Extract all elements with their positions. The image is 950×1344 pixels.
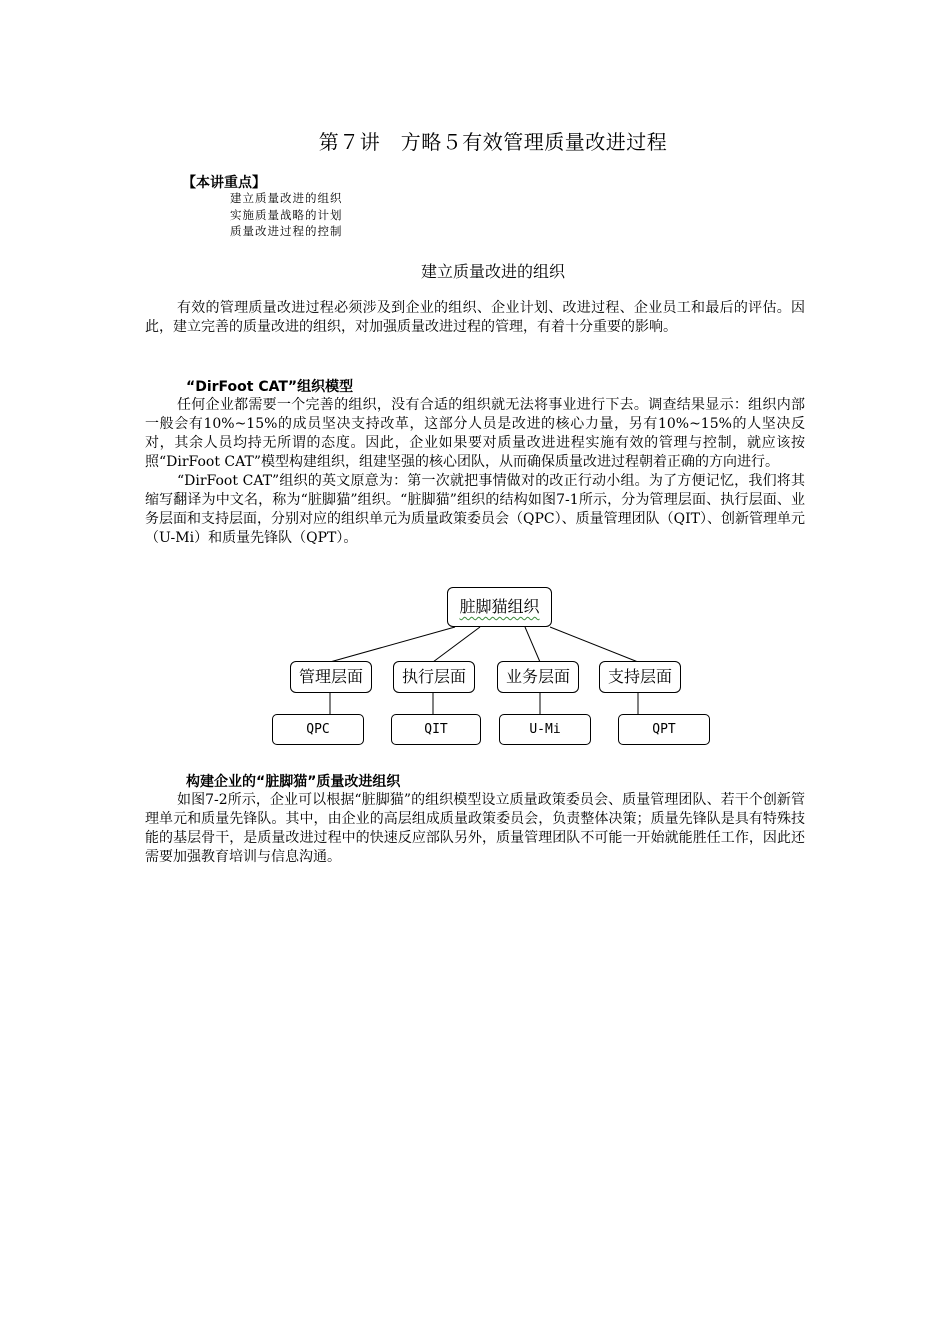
- model-paragraph-2: “DirFoot CAT”组织的英文原意为：第一次就把事情做对的改正行动小组。为了方便记忆，我们将其缩写翻译为中文名，称为“脏脚猫”组织。“脏脚猫”组织的结构如图7-1所示，分为管理层面、执行层面、业务层面和支持层面，分别对应的组织单元为质量政策委员会（QPC）、质量管理团队（QIT）、创新管理单元（U-Mi）和质量先锋队（QPT）。: [145, 473, 805, 546]
- unit-box-qpt: QPT: [618, 714, 710, 745]
- page-title: 第７讲 方略５有效管理质量改进过程: [318, 130, 668, 154]
- model-paragraph-1: 任何企业都需要一个完善的组织，没有合适的组织就无法将事业进行下去。调查结果显示：组织内部一般会有10%~15%的成员坚决支持改革，这部分人员是改进的核心力量，另有10%~15%的人坚决反对，其余人员均持无所谓的态度。因此，企业如果要对质量改进进程实施有效的管理与控制，就应该按照“DirFoot CAT”模型构建组织，组建坚强的核心团队，从而确保质量改进过程朝着正确的方向进行。: [145, 397, 805, 470]
- unit-box-qit: QIT: [391, 714, 481, 745]
- key-point-item: 实施质量战略的计划: [230, 208, 343, 222]
- layer-box-execution: 执行层面: [393, 661, 475, 693]
- section-title: 建立质量改进的组织: [420, 262, 565, 281]
- build-text: 如图7-2所示，企业可以根据“脏脚猫”的组织模型设立质量政策委员会、质量管理团队、若干个创新管理单元和质量先锋队。其中，由企业的高层组成质量政策委员会，负责整体决策；质量先锋队是具有特殊技能的基层骨干，是质量改进过程中的快速反应部队另外，质量管理团队不可能一开始就能胜任工作，因此还需要加强教育培训与信息沟通。: [145, 792, 805, 865]
- build-paragraph: [145, 791, 805, 867]
- layer-box-management: 管理层面: [290, 661, 372, 693]
- key-points-heading: 【本讲重点】: [182, 175, 266, 191]
- intro-text: 有效的管理质量改进过程必须涉及到企业的组织、企业计划、改进过程、企业员工和最后的评估。因此，建立完善的质量改进的组织，对加强质量改进过程的管理，有着十分重要的影响。: [145, 300, 805, 335]
- model-heading: “DirFoot CAT”组织模型: [186, 379, 354, 395]
- unit-box-umi: U-Mi: [499, 714, 591, 745]
- key-point-item: 建立质量改进的组织: [230, 191, 343, 205]
- build-heading: 构建企业的“脏脚猫”质量改进组织: [186, 774, 401, 790]
- layer-box-business: 业务层面: [497, 661, 579, 693]
- org-root-label: 脏脚猫组织: [459, 597, 540, 616]
- layer-box-support: 支持层面: [599, 661, 681, 693]
- unit-box-qpc: QPC: [272, 714, 364, 745]
- org-root-box: [447, 587, 552, 627]
- key-point-item: 质量改进过程的控制: [230, 224, 343, 238]
